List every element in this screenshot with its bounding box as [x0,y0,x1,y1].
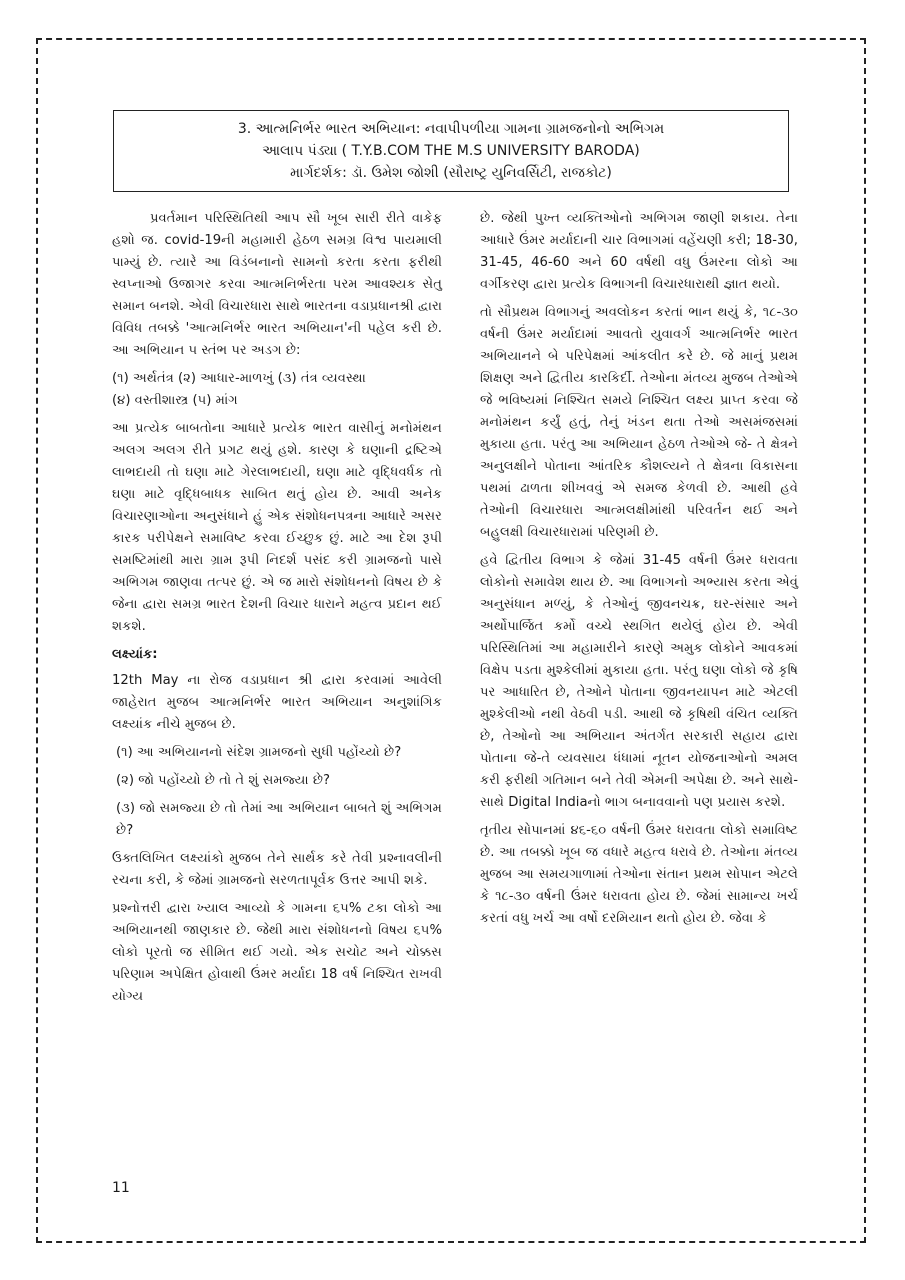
guide-line: માર્ગદર્શક: ડૉ. ઉમેશ જોશી (સૌરાષ્ટ્ર યુનિવર્સિટી, રાજકોટ) [290,165,612,181]
body-paragraph: હવે દ્વિતીય વિભાગ કે જેમાં 31-45 વર્ષની ઉંમર ધરાવતા લોકોનો સમાવેશ થાય છે. આ વિભાગનો અભ્યાસ કરતા એવું અનુસંધાન મળ્યું, કે તેઓનું જીવનચક્ર, ઘર-સંસાર અને અર્થોપાર્જિત કર્મો વચ્ચે સ્થગિત થયેલું હોય છે. એવી પરિસ્થિતિમાં આ મહામારીને કારણે અમુક લોકોને આવકમાં વિક્ષેપ પડતા મુશ્કેલીમાં મુકાયા હતા. પરંતુ ઘણા લોકો જે કૃષિ પર આધારિત છે, તેઓને પોતાના જીવનયાપન માટે એટલી મુશ્કેલીઓ નથી વેઠવી પડી. આથી જે કૃષિથી વંચિત વ્યક્તિ છે, તેઓનો આ અભિયાન અંતર્ગત સરકારી સહાય દ્વારા પોતાના જે-તે વ્યવસાય ધંધામાં નૂતન યોજનાઓનો અમલ કરી ફરીથી ગતિમાન બને તેવી એમની અપેક્ષા છે. અને સાથે-સાથે Digital Indiaનો ભાગ બનાવવાનો પણ પ્રયાસ કરશે. [480,553,798,810]
body-paragraph: તો સૌપ્રથમ વિભાગનું અવલોકન કરતાં ભાન થયું કે, ૧૮-૩૦ વર્ષની ઉંમર મર્યાદામાં આવતો યુવાવર્ગ આત્મનિર્ભર ભારત અભિયાનને બે પરિપેક્ષમાં આંકલીત કરે છે. જે માનું પ્રથમ શિક્ષણ અને દ્વિતીય કારકિર્દી. તેઓના મંતવ્ય મુજબ તેઓએ જે ભવિષ્યમાં નિશ્ચિત સમયે નિશ્ચિત લક્ષ્ય પ્રાપ્ત કરવા જે મનોમંથન કર્યું હતું, તેનું ખંડન થતા તેઓ અસમંજસમાં મુકાયા હતા. પરંતુ આ અભિયાન હેઠળ તેઓએ જે- તે ક્ષેત્રને અનુલક્ષીને પોતાના આંતરિક કૌશલ્યને તે ક્ષેત્રના વિકાસના પથમાં ઢાળતા શીખવવું એ સમજ કેળવી છે. આથી હવે તેઓની વિચારધારા આત્મલક્ષીમાંથી પરિવર્તન થઈ અને બહુલક્ષી વિચારધારામાં પરિણમી છે. [480,305,798,540]
body-paragraph: 12th May ના રોજ વડાપ્રધાન શ્રી દ્વારા કરવામાં આવેલી જાહેરાત મુજબ આત્મનિર્ભર ભારત અભિયાન અનુશાંગિક લક્ષ્યાંક નીચે મુજબ છે. [112,673,442,732]
title-block [113,110,789,192]
question-item: (૨) જો પહોંચ્યો છે તો તે શું સમજ્યા છે? [116,773,331,788]
pillars-line-2: (૪) વસ્તીશાસ્ત્ર (૫) માંગ [112,393,238,408]
body-paragraph: ઉક્તલિખિત લક્ષ્યાંકો મુજબ તેને સાર્થક કરે તેવી પ્રશ્નાવલીની રચના કરી, કે જેમાં ગ્રામજનો સરળતાપૂર્વક ઉત્તર આપી શકે. [112,851,442,888]
right-column [480,208,798,936]
left-column [112,208,442,1014]
page-number: 11 [112,1180,130,1196]
pillars-line-1: (૧) અર્થતંત્ર (૨) આધાર-માળખું (૩) તંત્ર વ્યવસ્થા [112,371,366,386]
body-paragraph: છે. જેથી પુખ્ત વ્યક્તિઓનો અભિગમ જાણી શકાય. તેના આધારે ઉંમર મર્યાદાની ચાર વિભાગમાં વહેંચણી કરી; 18-30, 31-45, 46-60 અને 60 વર્ષથી વધુ ઉંમરના લોકો આ વર્ગીકરણ દ્વારા પ્રત્યેક વિભાગની વિચારધારાથી જ્ઞાત થયો. [480,211,798,292]
question-item: (૧) આ અભિયાનનો સંદેશ ગ્રામજનો સુધી પહોંચ્યો છે? [116,745,402,760]
section-heading: લક્ષ્યાંક: [112,647,158,662]
body-paragraph: તૃતીય સોપાનમાં ૪૬-૬૦ વર્ષની ઉંમર ધરાવતા લોકો સમાવિષ્ટ છે. આ તબક્કો ખૂબ જ વધારે મહત્વ ધરાવે છે. તેઓના મંતવ્ય મુજબ આ સમયગાળામાં તેઓના સંતાન પ્રથમ સોપાન એટલે કે ૧૮-૩૦ વર્ષની ઉંમર ધરાવતા હોય છે. જેમાં સામાન્ય ખર્ચ કરતાં વધુ ખર્ચ આ વર્ષો દરમિયાન થતો હોય છે. જેવા કે [480,823,798,926]
intro-paragraph: પ્રવર્તમાન પરિસ્થિતિથી આપ સૌ ખૂબ સારી રીતે વાકેફ હશો જ. covid-19ની મહામારી હેઠળ સમગ્ર વિશ્વ પાયમાલી પામ્યું છે. ત્યારે આ વિડંબનાનો સામનો કરતા કરતા ફરીથી સ્વપ્નાઓ ઉજાગર કરવા આત્મનિર્ભરતા પરમ આવશ્યક સેતુ સમાન બનશે. એવી વિચારધારા સાથે ભારતના વડાપ્રધાનશ્રી દ્વારા વિવિધ તબક્કે 'આત્મનિર્ભર ભારત અભિયાન'ની પહેલ કરી છે. આ અભિયાન ૫ સ્તંભ પર અડગ છે: [112,211,442,358]
body-paragraph: પ્રશ્નોત્તરી દ્વારા ખ્યાલ આવ્યો કે ગામના ૬૫% ટકા લોકો આ અભિયાનથી જાણકાર છે. જેથી મારા સંશોધનનો વિષય ૬૫% લોકો પૂરતો જ સીમિત થઈ ગયો. એક સચોટ અને ચોક્કસ પરિણામ અપેક્ષિત હોવાથી ઉંમર મર્યાદા 18 વર્ષ નિશ્ચિત રાખવી યોગ્ય [112,901,442,1004]
question-item: (૩) જો સમજ્યા છે તો તેમાં આ અભિયાન બાબતે શું અભિગમ છે? [116,801,442,838]
body-paragraph: આ પ્રત્યેક બાબતોના આધારે પ્રત્યેક ભારત વાસીનું મનોમંથન અલગ અલગ રીતે પ્રગટ થયું હશે. કારણ કે ઘણાની દ્રષ્ટિએ લાભદાયી તો ઘણા માટે ગેરલાભદાયી, ઘણા માટે વૃદ્ધિવર્ધક તો ઘણા માટે વૃદ્ધિબાધક સાબિત થતું હોય છે. આવી અનેક વિચારણાઓના અનુસંધાને હું એક સંશોધનપત્રના આધારે અસર કારક પરીપેક્ષને સમાવિષ્ટ કરવા ઈચ્છુક છું. માટે આ દેશ રૂપી સમષ્ટિમાંથી મારા ગ્રામ રૂપી નિદર્શ પસંદ કરી ગ્રામજનો પાસે અભિગમ જાણવા તત્પર છું. એ જ મારો સંશોધનનો વિષય છે કે જેના દ્વારા સમગ્ર ભારત દેશની વિચાર ધારાને મહત્વ પ્રદાન થઈ શકશે. [112,421,442,634]
author-line: આલાપ પંડ્યા ( T.Y.B.COM THE M.S UNIVERSITY BARODA) [262,143,640,159]
paper-title: 3. આત્મનિર્ભર ભારત અભિયાન: નવાપીપળીયા ગામના ગ્રામજનોનો અભિગમ [237,121,665,137]
